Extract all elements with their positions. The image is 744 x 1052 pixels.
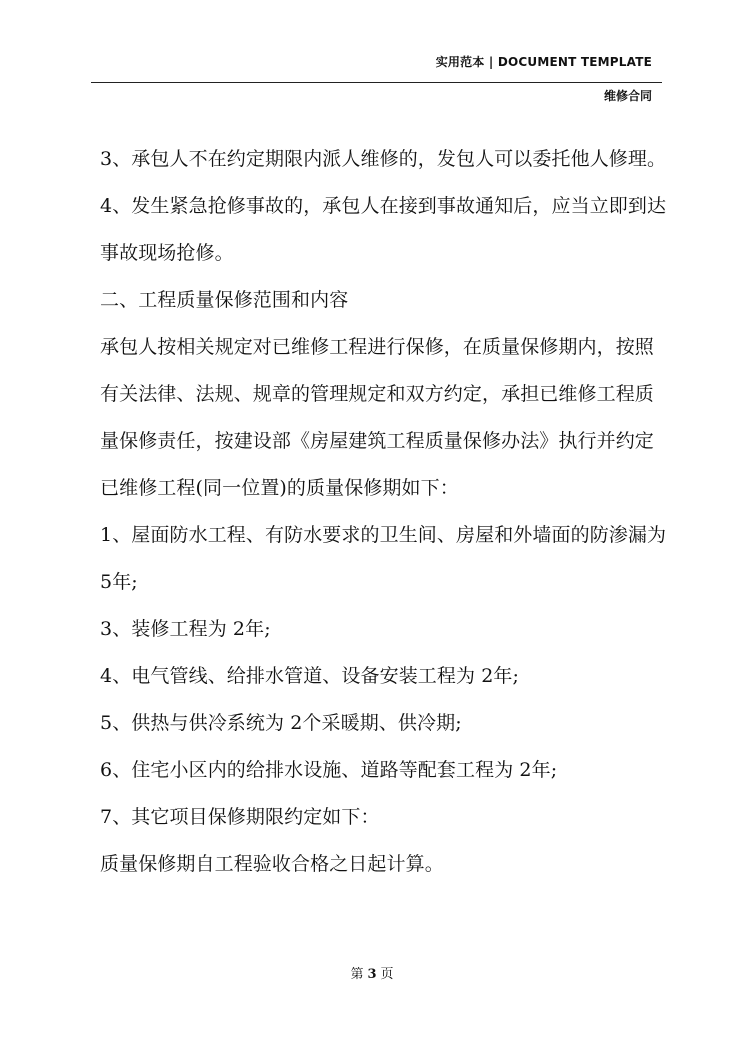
text-line: 3、装修工程为 2年; [100,618,271,640]
page-label-suffix: 页 [380,967,394,982]
document-body [100,136,667,888]
text-line: 6、住宅小区内的给排水设施、道路等配套工程为 2年; [100,759,558,781]
text-line: 承包人按相关规定对已维修工程进行保修，在质量保修期内，按照 [100,336,654,358]
text-line: 事故现场抢修。 [100,242,234,264]
document-header-title: 实用范本 | DOCUMENT TEMPLATE [435,55,652,69]
text-line: 5年; [100,571,138,593]
page-footer [0,963,744,982]
text-line: 1、屋面防水工程、有防水要求的卫生间、房屋和外墙面的防渗漏为 [100,524,667,546]
section-heading: 二、工程质量保修范围和内容 [100,289,349,311]
header-divider [91,82,662,83]
page-label-prefix: 第 [350,967,364,982]
text-line: 4、电气管线、给排水管道、设备安装工程为 2年; [100,665,520,687]
text-line: 4、发生紧急抢修事故的，承包人在接到事故通知后，应当立即到达 [100,195,667,217]
text-line: 7、其它项目保修期限约定如下： [100,806,380,828]
page-number: 3 [367,967,377,982]
text-line: 质量保修期自工程验收合格之日起计算。 [100,853,444,875]
text-line: 已维修工程(同一位置)的质量保修期如下： [100,477,459,499]
document-header-subtitle: 维修合同 [603,89,652,103]
text-line: 量保修责任，按建设部《房屋建筑工程质量保修办法》执行并约定 [100,430,654,452]
text-line: 5、供热与供冷系统为 2个采暖期、供冷期; [100,712,462,734]
text-line: 3、承包人不在约定期限内派人维修的，发包人可以委托他人修理。 [100,148,667,170]
text-line: 有关法律、法规、规章的管理规定和双方约定，承担已维修工程质 [100,383,654,405]
